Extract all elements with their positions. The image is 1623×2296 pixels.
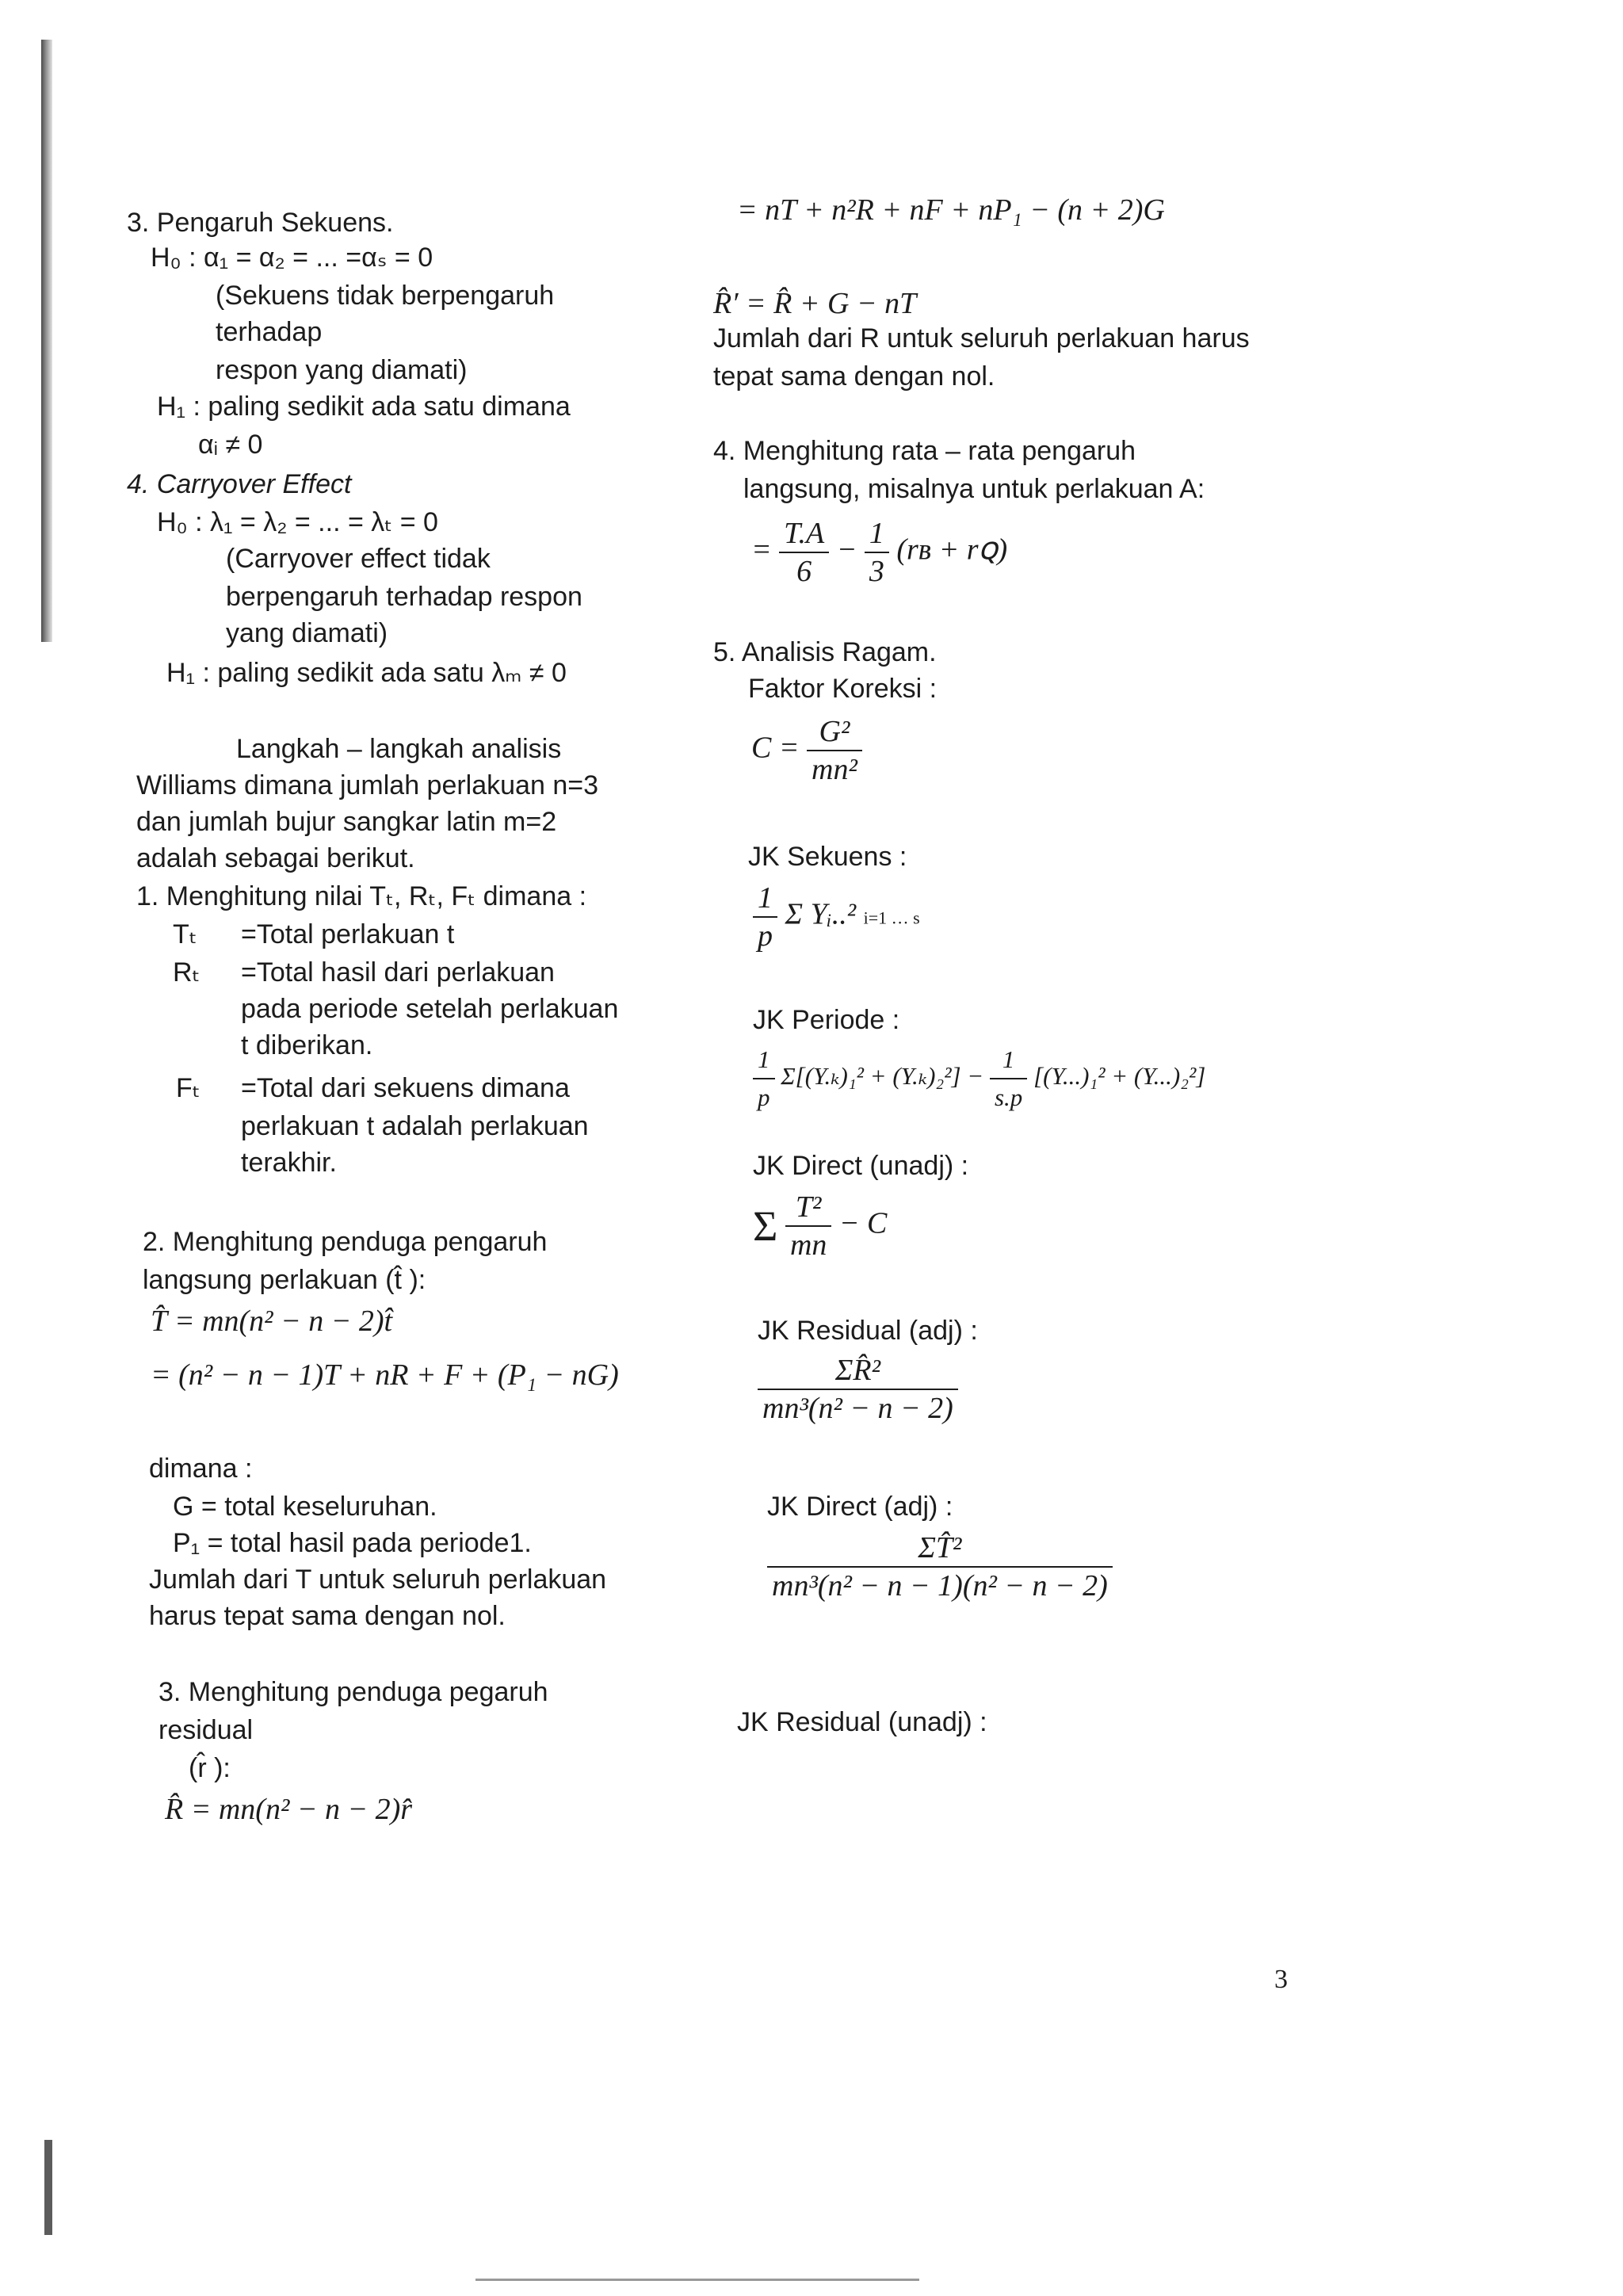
fraction-numerator: G²: [807, 713, 862, 751]
definition-text: perlakuan t adalah perlakuan: [241, 1111, 589, 1141]
fraction-denominator: 6: [796, 555, 812, 588]
definition-text: =Total perlakuan t: [241, 919, 455, 949]
summation-limits: i=1 … s: [863, 907, 920, 928]
equation-jk-sekuens: [753, 880, 920, 954]
fraction-numerator: T²: [785, 1189, 831, 1227]
jk-direct-adj-label: JK Direct (adj) :: [767, 1492, 953, 1522]
correction-factor-label: Faktor Koreksi :: [748, 674, 938, 704]
h0-note-line: (Sekuens tidak berpengaruh: [216, 281, 555, 311]
step-2-heading: langsung perlakuan (t̂ ):: [143, 1265, 426, 1295]
sigma-symbol: Σ: [753, 1202, 778, 1250]
equation-tail: [(Y...)₁² + (Y...)₂²]: [1033, 1062, 1206, 1091]
fraction-numerator: ΣR̂²: [758, 1352, 958, 1390]
equation-middle: Σ[(Y.ₖ)₁² + (Y.ₖ)₂²] −: [781, 1062, 984, 1091]
fraction: [785, 1189, 831, 1263]
definition-symbol: Rₜ: [173, 957, 200, 988]
jk-direct-unadj-label: JK Direct (unadj) :: [753, 1151, 969, 1181]
jk-sekuens-label: JK Sekuens :: [748, 842, 907, 872]
definition-symbol: Fₜ: [176, 1073, 200, 1103]
fraction-denominator: mn³(n² − n − 1)(n² − n − 2): [772, 1569, 1108, 1603]
equation-jk-periode: [753, 1041, 1205, 1116]
scan-edge-artifact: [41, 40, 52, 642]
definition-g: G = total keseluruhan.: [173, 1492, 437, 1522]
h0-note-line: (Carryover effect tidak: [226, 544, 491, 574]
fraction-numerator: 1: [990, 1041, 1027, 1079]
equation-tail: − C: [838, 1206, 888, 1240]
note-sum-r: Jumlah dari R untuk seluruh perlakuan harus: [713, 323, 1250, 353]
summation: Σ Yᵢ..²: [785, 897, 857, 931]
hypothesis-h0-sequence: H₀ : α₁ = α₂ = ... =αₛ = 0: [151, 243, 433, 273]
intro-paragraph-line: dan jumlah bujur sangkar latin m=2: [136, 807, 557, 837]
equation-jk-residual-adj: [758, 1352, 958, 1427]
fraction-denominator: s.p: [994, 1083, 1023, 1111]
fraction-denominator: mn³(n² − n − 2): [762, 1392, 953, 1425]
fraction-denominator: p: [758, 1083, 770, 1111]
hypothesis-h1-condition: αᵢ ≠ 0: [198, 430, 263, 460]
footer-rule: [475, 2279, 919, 2281]
definition-text: terakhir.: [241, 1148, 337, 1178]
definition-p1: P₁ = total hasil pada periode1.: [173, 1528, 532, 1558]
fraction-denominator: mn²: [812, 753, 857, 786]
equation-lhs: C =: [751, 731, 800, 765]
step-3-heading: 3. Menghitung penduga pegaruh: [158, 1677, 548, 1707]
fraction: [758, 1352, 958, 1427]
equation-correction-factor: [751, 713, 862, 788]
fraction-denominator: mn: [789, 1228, 827, 1262]
fraction-numerator: 1: [865, 515, 889, 553]
fraction: [779, 515, 829, 590]
note-sum-t: harus tepat sama dengan nol.: [149, 1601, 506, 1631]
h0-note-line: terhadap: [216, 317, 323, 347]
fraction: [767, 1530, 1113, 1604]
definition-symbol: Tₜ: [173, 919, 197, 949]
fraction: [753, 1041, 775, 1116]
h0-note-line: respon yang diamati): [216, 355, 468, 385]
step-1-heading: 1. Menghitung nilai Tₜ, Rₜ, Fₜ dimana :: [136, 881, 587, 911]
intro-paragraph-line: adalah sebagai berikut.: [136, 843, 415, 873]
step-5-heading: 5. Analisis Ragam.: [713, 637, 937, 667]
equation-jk-direct-adj: [767, 1530, 1113, 1604]
fraction-denominator: 3: [869, 555, 884, 588]
equation-jk-direct-unadj: [753, 1189, 887, 1263]
fraction: [807, 713, 862, 788]
definition-text: =Total hasil dari perlakuan: [241, 957, 555, 988]
jk-periode-label: JK Periode :: [753, 1005, 900, 1035]
fraction: [990, 1041, 1027, 1116]
page-number: 3: [1274, 1965, 1288, 1994]
h0-note-line: berpengaruh terhadap respon: [226, 582, 582, 612]
equation-t-hat-expanded: = (n² − n − 1)T + nR + F + (P₁ − nG): [151, 1358, 619, 1392]
section-title-sequence-effect: 3. Pengaruh Sekuens.: [127, 208, 394, 238]
step-3-heading: residual: [158, 1715, 254, 1745]
equation-r-hat-expanded: = nT + n²R + nF + nP₁ − (n + 2)G: [737, 193, 1165, 227]
scan-edge-artifact-bottom: [44, 2140, 52, 2235]
definition-text: pada periode setelah perlakuan: [241, 994, 619, 1024]
fraction-numerator: 1: [753, 880, 777, 918]
hypothesis-h1-sequence: H₁ : paling sedikit ada satu dimana: [157, 392, 571, 422]
intro-paragraph-line: Williams dimana jumlah perlakuan n=3: [136, 770, 598, 800]
fraction-denominator: p: [758, 919, 773, 953]
step-3-heading: (r̂ ):: [189, 1753, 231, 1783]
equation-t-hat: T̂ = mn(n² − n − 2)t̂: [151, 1305, 393, 1338]
definition-text: =Total dari sekuens dimana: [241, 1073, 570, 1103]
dimana-label: dimana :: [149, 1454, 253, 1484]
step-4-heading: 4. Menghitung rata – rata pengaruh: [713, 436, 1136, 466]
equation-r-hat-prime: R̂′ = R̂ + G − nT: [713, 287, 917, 320]
fraction-numerator: 1: [753, 1041, 775, 1079]
definition-text: t diberikan.: [241, 1030, 373, 1060]
fraction-numerator: T.A: [779, 515, 829, 553]
fraction: [865, 515, 889, 590]
step-2-heading: 2. Menghitung penduga pengaruh: [143, 1227, 548, 1257]
jk-residual-unadj-label: JK Residual (unadj) :: [737, 1707, 987, 1737]
step-4-heading: langsung, misalnya untuk perlakuan A:: [743, 474, 1205, 504]
jk-residual-adj-label: JK Residual (adj) :: [758, 1316, 978, 1346]
equation-tail: (rʙ + rꞯ): [896, 533, 1008, 567]
hypothesis-h0-carryover: H₀ : λ₁ = λ₂ = ... = λₜ = 0: [157, 507, 438, 537]
equation-r-hat: R̂ = mn(n² − n − 2)r̂: [165, 1793, 413, 1826]
fraction: [753, 880, 777, 954]
hypothesis-h1-carryover: H₁ : paling sedikit ada satu λₘ ≠ 0: [166, 658, 567, 688]
fraction-numerator: ΣT̂²: [767, 1530, 1113, 1568]
note-sum-t: Jumlah dari T untuk seluruh perlakuan: [149, 1564, 607, 1595]
equation-mean-effect-a: = $\frac{T.A}{6}$ − $\frac{1}{3}$ (rʙ + rꞯ): [751, 517, 1008, 588]
section-title-carryover: 4. Carryover Effect: [127, 469, 352, 499]
h0-note-line: yang diamati): [226, 618, 388, 648]
note-sum-r: tepat sama dengan nol.: [713, 361, 995, 392]
intro-paragraph-line: Langkah – langkah analisis: [236, 734, 562, 764]
